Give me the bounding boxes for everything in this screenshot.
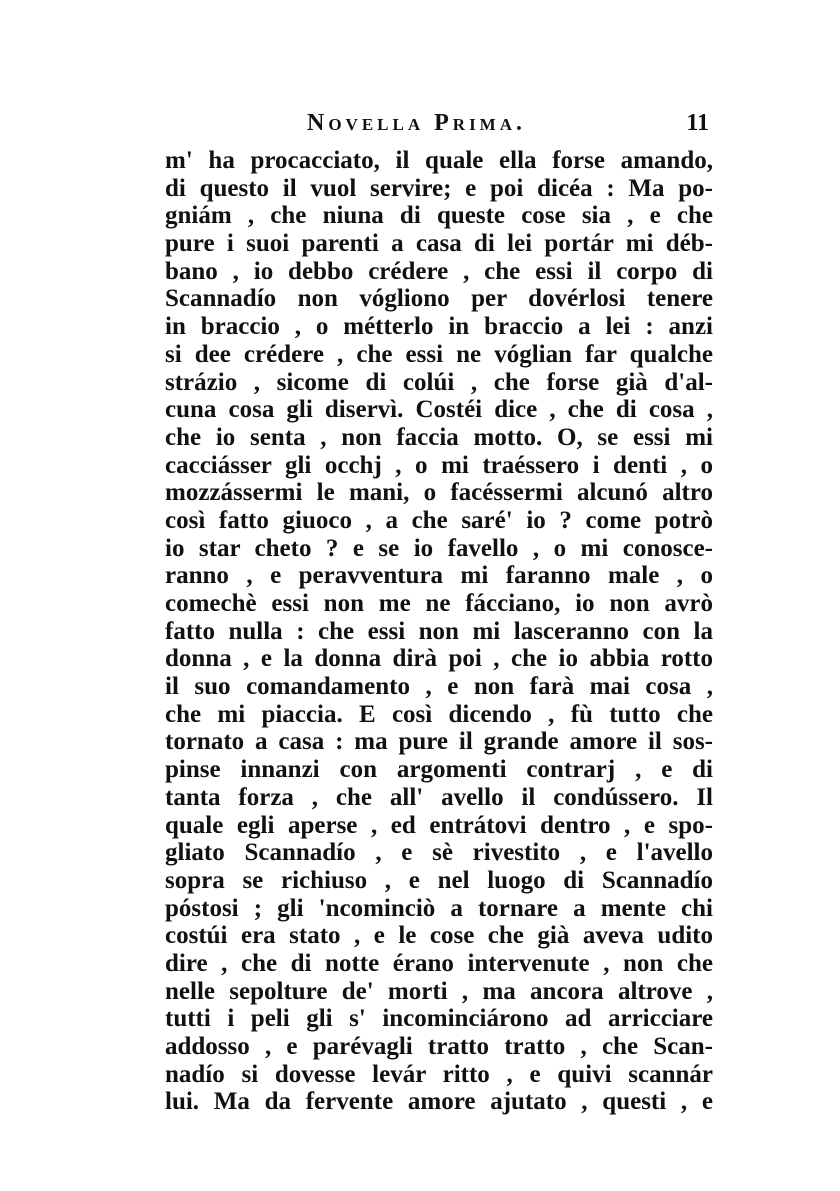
text-line: nelle sepolture de' morti , ma ancora altrove , xyxy=(165,977,713,1005)
text-line: m' ha procacciato, il quale ella forse amando, xyxy=(165,147,713,174)
text-line: così fatto giuoco , a che saré' io ? come potrò xyxy=(165,506,713,534)
text-line: tornato a casa : ma pure il grande amore il sos- xyxy=(165,728,713,756)
text-line: addosso , e parévagli tratto tratto , che Scan- xyxy=(165,1033,713,1060)
running-title: Novella Prima. xyxy=(307,110,527,136)
page-number: 11 xyxy=(686,110,709,136)
text-line: Scannadío non vógliono per dovérlosi tenere xyxy=(165,285,713,313)
text-line: che io senta , non faccia motto. O, se essi mi xyxy=(165,423,713,451)
text-line: costúi era stato , e le cose che già aveva udito xyxy=(165,922,713,950)
text-line: fatto nulla : che essi non mi lasceranno con la xyxy=(165,617,713,645)
text-line: póstosi ; gli 'ncominciò a tornare a mente chi xyxy=(165,894,713,922)
text-line: gliato Scannadío , e sè rivestito , e l'avello xyxy=(165,839,713,867)
text-line: nadío si dovesse levár ritto , e quivi scannár xyxy=(165,1060,713,1088)
text-line: cuna cosa gli diservì. Costéi dice , che di cosa , xyxy=(165,396,713,424)
text-line: pure i suoi parenti a casa di lei portár mi déb- xyxy=(165,230,713,258)
text-line: io star cheto ? e se io favello , o mi conosce- xyxy=(165,534,713,562)
text-line: tutti i peli gli s' incominciárono ad arricciare xyxy=(165,1005,713,1033)
text-line: ranno , e peravventura mi faranno male , o xyxy=(165,562,713,590)
text-line: cacciásser gli occhj , o mi traéssero i denti , o xyxy=(165,451,713,479)
text-line: si dee crédere , che essi ne vóglian far qualche xyxy=(165,340,713,368)
body-text xyxy=(165,147,713,1116)
text-line: strázio , sicome di colúi , che forse già d'al- xyxy=(165,368,713,396)
text-line: gniám , che niuna di queste cose sia , e che xyxy=(165,202,713,230)
text-line: donna , e la donna dirà poi , che io abbia rotto xyxy=(165,645,713,673)
text-line: dire , che di notte érano intervenute , non che xyxy=(165,949,713,977)
text-line: quale egli aperse , ed entrátovi dentro , e spo- xyxy=(165,811,713,839)
text-line: in braccio , o métterlo in braccio a lei : anzi xyxy=(165,313,713,341)
running-head xyxy=(165,110,713,146)
text-line: mozzássermi le mani, o facéssermi alcunó altro xyxy=(165,479,713,507)
text-line: di questo il vuol servire; e poi dicéa : Ma po- xyxy=(165,174,713,202)
text-line: comechè essi non me ne fácciano, io non avrò xyxy=(165,590,713,617)
text-line: il suo comandamento , e non farà mai cosa , xyxy=(165,673,713,701)
text-line: pinse innanzi con argomenti contrarj , e di xyxy=(165,756,713,784)
text-line: tanta forza , che all' avello il condússero. Il xyxy=(165,783,713,811)
text-line: bano , io debbo crédere , che essi il corpo di xyxy=(165,257,713,285)
text-line: che mi piaccia. E così dicendo , fù tutto che xyxy=(165,700,713,728)
text-line: lui. Ma da fervente amore ajutato , questi , e xyxy=(165,1088,713,1116)
text-line: sopra se richiuso , e nel luogo di Scannadío xyxy=(165,866,713,894)
